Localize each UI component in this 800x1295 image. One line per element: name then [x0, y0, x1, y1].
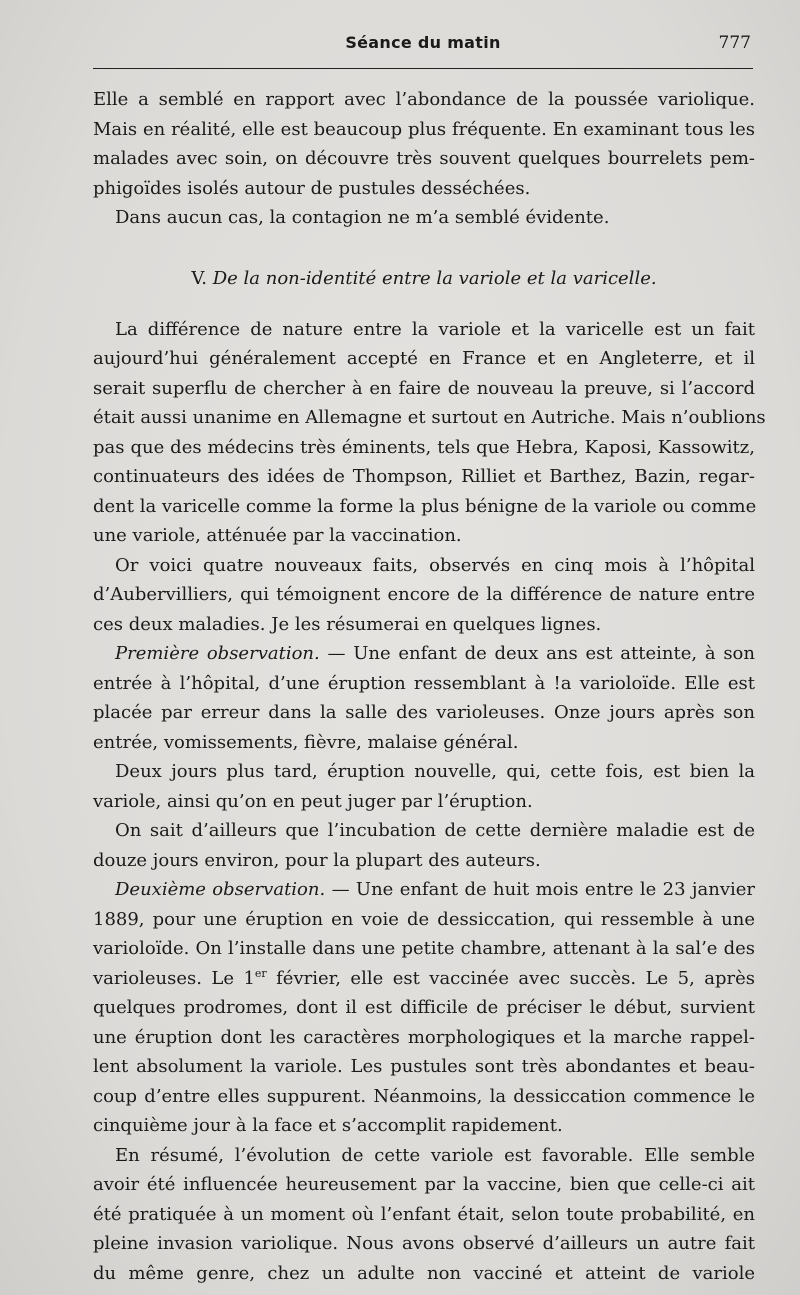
text-line: ces deux maladies. Je les résumerai en quelques lignes.: [93, 613, 602, 635]
running-head: Séance du matin: [345, 33, 501, 52]
observation-label: Première observation.: [115, 643, 320, 664]
text-line: Mais en réalité, elle est beaucoup plus fréquente. En examinant tous les: [93, 118, 755, 140]
text-line: coup d’entre elles suppurent. Néanmoins, la dessiccation commence le: [93, 1085, 755, 1107]
text-line: Deuxième observation. — Une enfant de huit mois entre le 23 janvier: [115, 879, 756, 900]
section-title: De la non-identité entre la variole et la varicelle.: [212, 267, 657, 289]
text-line: avoir été influencée heureusement par la vaccine, bien que celle-ci ait: [93, 1174, 755, 1195]
text-line: quelques prodromes, dont il est difficile de préciser le début, survient: [93, 997, 755, 1018]
body-text: [93, 85, 766, 1288]
text-line: pleine invasion variolique. Nous avons observé d’ailleurs un autre fait: [93, 1233, 755, 1254]
text-line: lent absolument la variole. Les pustules sont très abondantes et beau-: [93, 1056, 755, 1077]
text-line: Première observation. — Une enfant de deux ans est atteinte, à son: [115, 643, 755, 664]
text-line: serait superflu de chercher à en faire de nouveau la preuve, si l’accord: [93, 377, 755, 399]
text-line: variole, ainsi qu’on en peut juger par l’éruption.: [93, 790, 533, 812]
text-line: varioleuses. Le 1er février, elle est vaccinée avec succès. Le 5, après: [93, 966, 755, 989]
text-line: On sait d’ailleurs que l’incubation de cette dernière maladie est de: [115, 820, 755, 841]
text-line: La différence de nature entre la variole et la varicelle est un fait: [115, 318, 755, 340]
text-line: varioloïde. On l’installe dans une petite chambre, attenant à la sal’e des: [93, 938, 755, 959]
text-line: continuateurs des idées de Thompson, Rilliet et Barthez, Bazin, regar-: [93, 466, 755, 487]
text-line: Dans aucun cas, la contagion ne m’a semblé évidente.: [115, 207, 610, 228]
text-line: Elle a semblé en rapport avec l’abondance de la poussée variolique.: [93, 89, 755, 110]
text-line: dent la varicelle comme la forme la plus bénigne de la variole ou comme: [93, 495, 757, 517]
text-line: était aussi unanime en Allemagne et surtout en Autriche. Mais n’oublions: [93, 407, 766, 428]
text-line: d’Aubervilliers, qui témoignent encore de la différence de nature entre: [93, 584, 755, 605]
header-rule: [93, 68, 753, 69]
text-line: douze jours environ, pour la plupart des auteurs.: [93, 849, 541, 871]
text-line: En résumé, l’évolution de cette variole est favorable. Elle semble: [115, 1144, 755, 1166]
page-header: [93, 33, 753, 59]
observation-label: Deuxième observation.: [115, 879, 326, 900]
section-numeral: V.: [191, 267, 207, 289]
text-line: cinquième jour à la face et s’accomplit rapidement.: [93, 1115, 563, 1136]
text-line: Deux jours plus tard, éruption nouvelle, qui, cette fois, est bien la: [115, 761, 755, 782]
text-line: aujourd’hui généralement accepté en France et en Angleterre, et il: [93, 348, 755, 369]
text-line: une variole, atténuée par la vaccination.: [93, 525, 462, 546]
text-line: malades avec soin, on découvre très souvent quelques bourrelets pem-: [93, 148, 755, 169]
text-line: du même genre, chez un adulte non vacciné et atteint de variole: [93, 1262, 755, 1284]
text-line: entrée à l’hôpital, d’une éruption ressemblant à !a varioloïde. Elle est: [93, 672, 755, 694]
text-line: pas que des médecins très éminents, tels que Hebra, Kaposi, Kassowitz,: [93, 436, 755, 458]
section-heading: [93, 259, 755, 299]
text-line: 1889, pour une éruption en voie de dessiccation, qui ressemble à une: [93, 908, 755, 930]
text-line: phigoïdes isolés autour de pustules desséchées.: [93, 177, 531, 199]
text-line: placée par erreur dans la salle des varioleuses. Onze jours après son: [93, 702, 755, 723]
text-line: entrée, vomissements, fièvre, malaise général.: [93, 731, 519, 753]
text-line: une éruption dont les caractères morphologiques et la marche rappel-: [93, 1026, 755, 1048]
text-line: Or voici quatre nouveaux faits, observés en cinq mois à l’hôpital: [115, 554, 755, 576]
text-line: été pratiquée à un moment où l’enfant était, selon toute probabilité, en: [93, 1203, 755, 1225]
page-number: 777: [718, 33, 751, 53]
